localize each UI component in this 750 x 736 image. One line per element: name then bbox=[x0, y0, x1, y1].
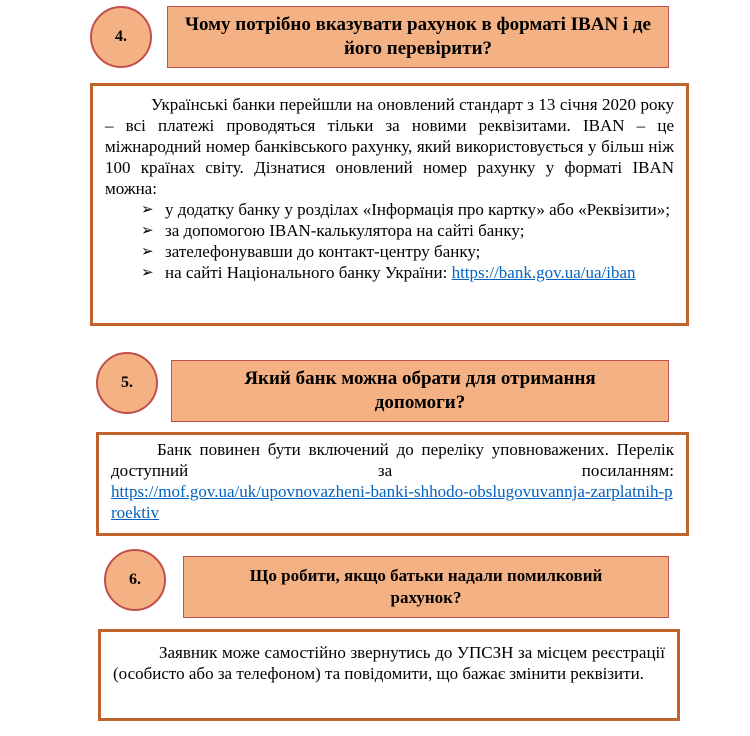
section-6-answer: Заявник може самостійно звернутись до УПСЗН за місцем реєстрації (особисто або за телефоном) та повідомити, що бажає змінити реквізити. bbox=[113, 643, 665, 683]
section-4-question: Чому потрібно вказувати рахунок в форматі IBAN і де його перевірити? bbox=[185, 14, 651, 59]
list-item: ➢ у додатку банку у розділах «Інформація про картку» або «Реквізити»; bbox=[141, 200, 670, 219]
list-item: ➢ за допомогою IBAN-калькулятора на сайті банку; bbox=[141, 221, 525, 240]
section-4-answer-intro: Українські банки перейшли на оновлений стандарт з 13 січня 2020 року – всі платежі проводяться тільки за новими реквізитами. IBAN – це міжнародний номер банківського рахунку, який використовується у більш ніж 100 країнах світу. Дізнатися оновлений номер рахунку у форматі IBAN можна: bbox=[105, 95, 674, 198]
section-5-number-badge bbox=[96, 352, 158, 414]
authorized-banks-link[interactable]: https://mof.gov.ua/uk/upovnovazheni-banki-shhodo-obslugovuvannja-zarplatnih-proektiv bbox=[111, 482, 673, 522]
nbu-iban-link[interactable]: https://bank.gov.ua/ua/iban bbox=[451, 263, 636, 282]
section-5-answer-box bbox=[96, 432, 689, 536]
section-4-number-badge bbox=[90, 6, 152, 68]
arrowhead-bullet-icon: ➢ bbox=[141, 200, 154, 218]
section-4-number: 4. bbox=[115, 28, 127, 45]
arrowhead-bullet-icon: ➢ bbox=[141, 242, 154, 260]
section-5-question: Який банк можна обрати для отримання допомоги? bbox=[244, 368, 596, 413]
section-6-number-badge bbox=[104, 549, 166, 611]
section-6-answer-box bbox=[98, 629, 680, 721]
section-5-question-box bbox=[171, 360, 669, 422]
section-6-question-box bbox=[183, 556, 669, 618]
list-item: ➢ на сайті Національного банку України: https://bank.gov.ua/ua/iban bbox=[141, 263, 636, 282]
section-4-question-box bbox=[167, 6, 669, 68]
arrowhead-bullet-icon: ➢ bbox=[141, 263, 154, 281]
iban-check-options-list bbox=[105, 199, 674, 283]
list-item: ➢ зателефонувавши до контакт-центру банку; bbox=[141, 242, 481, 261]
section-5-answer: Банк повинен бути включений до переліку уповноважених. Перелік доступний за посиланням: bbox=[111, 440, 674, 480]
section-4-answer-box bbox=[90, 83, 689, 326]
section-6-question: Що робити, якщо батьки надали помилковий рахунок? bbox=[249, 566, 603, 607]
section-5-number: 5. bbox=[121, 374, 133, 391]
section-6-number: 6. bbox=[129, 571, 141, 588]
arrowhead-bullet-icon: ➢ bbox=[141, 221, 154, 239]
